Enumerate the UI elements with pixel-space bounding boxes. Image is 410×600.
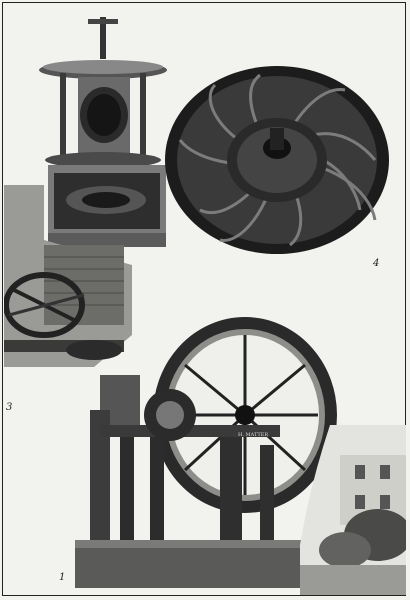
house-garden-photo (300, 425, 406, 595)
figure-number-1: 1 (59, 572, 66, 583)
figure-number-4: 4 (373, 258, 380, 269)
figure-number-3: 3 (6, 402, 13, 413)
wheel-maker-plate: H. MATTER (238, 432, 269, 438)
spiral-runner-photo (160, 60, 395, 260)
